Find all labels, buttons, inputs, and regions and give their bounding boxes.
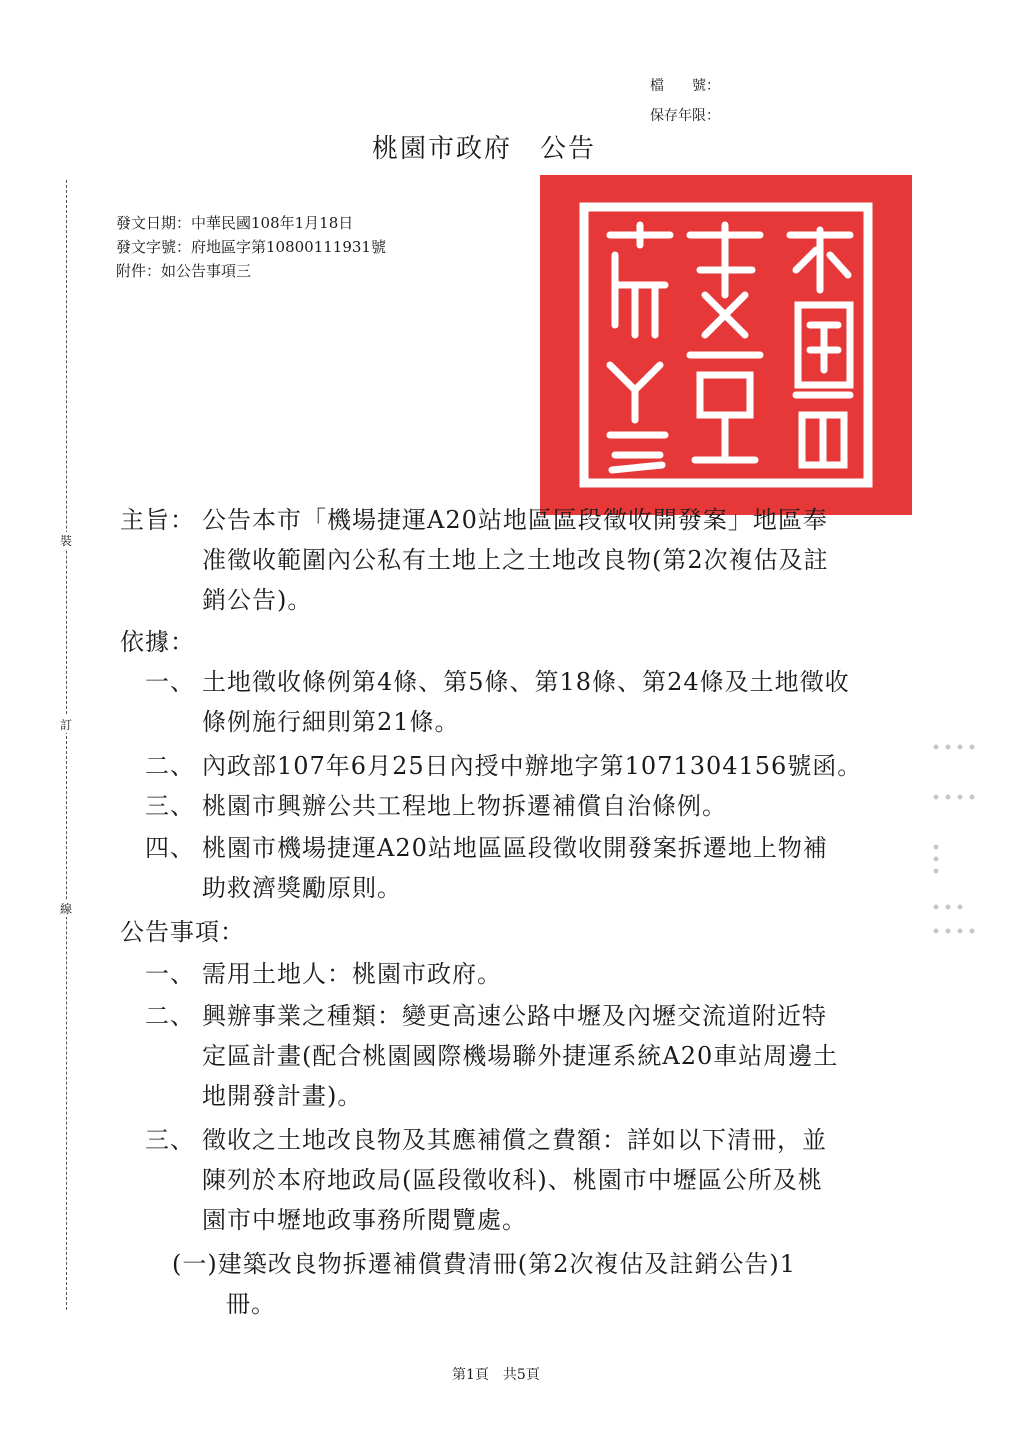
subject-line-2: 准徵收範圍內公私有土地上之土地改良物(第2次複估及註 [202, 546, 829, 574]
notice-item-3-number: 三、 [145, 1126, 195, 1154]
file-number-label: 檔 號： [650, 78, 720, 94]
basis-item-2-number: 二、 [145, 752, 195, 780]
basis-item-3: 桃園市興辦公共工程地上物拆遷補償自治條例。 [202, 792, 727, 820]
notice-label: 公告事項： [120, 918, 245, 946]
document-number: 發文字號：府地區字第10800111931號 [116, 238, 386, 256]
basis-label: 依據： [120, 628, 195, 656]
basis-item-1-number: 一、 [145, 668, 195, 696]
basis-item-1-line-2: 條例施行細則第21條。 [202, 708, 460, 736]
basis-item-2: 內政部107年6月25日內授中辦地字第1071304156號函。 [202, 752, 863, 780]
binding-label-zhuang: 裝 [60, 534, 73, 548]
notice-item-3-line-2: 陳列於本府地政局(區段徵收科)、桃園市中壢區公所及桃 [202, 1166, 823, 1194]
notice-item-2-number: 二、 [145, 1002, 195, 1030]
notice-item-3-sub-1-line-2: 冊。 [226, 1290, 276, 1318]
subject-label: 主旨： [120, 506, 195, 534]
notice-item-2-line-3: 地開發計畫)。 [202, 1082, 363, 1110]
notice-item-1: 需用土地人：桃園市政府。 [202, 960, 502, 988]
notice-item-1-number: 一、 [145, 960, 195, 988]
basis-item-3-number: 三、 [145, 792, 195, 820]
basis-item-4-line-1: 桃園市機場捷運A20站地區區段徵收開發案拆遷地上物補 [202, 834, 828, 862]
official-seal [540, 175, 912, 515]
scan-artifact-dots [928, 735, 998, 945]
binding-line [66, 180, 67, 1310]
subject-line-3: 銷公告)。 [202, 586, 313, 614]
basis-item-4-number: 四、 [145, 834, 195, 862]
notice-item-2-line-1: 興辦事業之種類：變更高速公路中壢及內壢交流道附近特 [202, 1002, 827, 1030]
subject-line-1: 公告本市「機場捷運A20站地區區段徵收開發案」地區奉 [202, 506, 828, 534]
notice-item-2-line-2: 定區計畫(配合桃園國際機場聯外捷運系統A20車站周邊土 [202, 1042, 839, 1070]
binding-label-ding: 訂 [60, 718, 73, 732]
page-number: 第1頁 共5頁 [452, 1367, 540, 1383]
basis-item-1-line-1: 土地徵收條例第4條、第5條、第18條、第24條及土地徵收 [202, 668, 850, 696]
seal-graphic [540, 175, 912, 515]
notice-item-3-line-1: 徵收之土地改良物及其應補償之費額：詳如以下清冊，並 [202, 1126, 827, 1154]
basis-item-4-line-2: 助救濟獎勵原則。 [202, 874, 402, 902]
binding-label-xian: 線 [60, 902, 73, 916]
page-title: 桃園市政府 公告 [372, 134, 597, 164]
retention-period-label: 保存年限： [650, 108, 720, 124]
issue-date: 發文日期：中華民國108年1月18日 [116, 214, 354, 232]
notice-item-3-sub-1-line-1: (一)建築改良物拆遷補償費清冊(第2次複估及註銷公告)1 [172, 1250, 796, 1278]
attachment-note: 附件：如公告事項三 [116, 262, 252, 280]
notice-item-3-line-3: 園市中壢地政事務所閱覽處。 [202, 1206, 527, 1234]
